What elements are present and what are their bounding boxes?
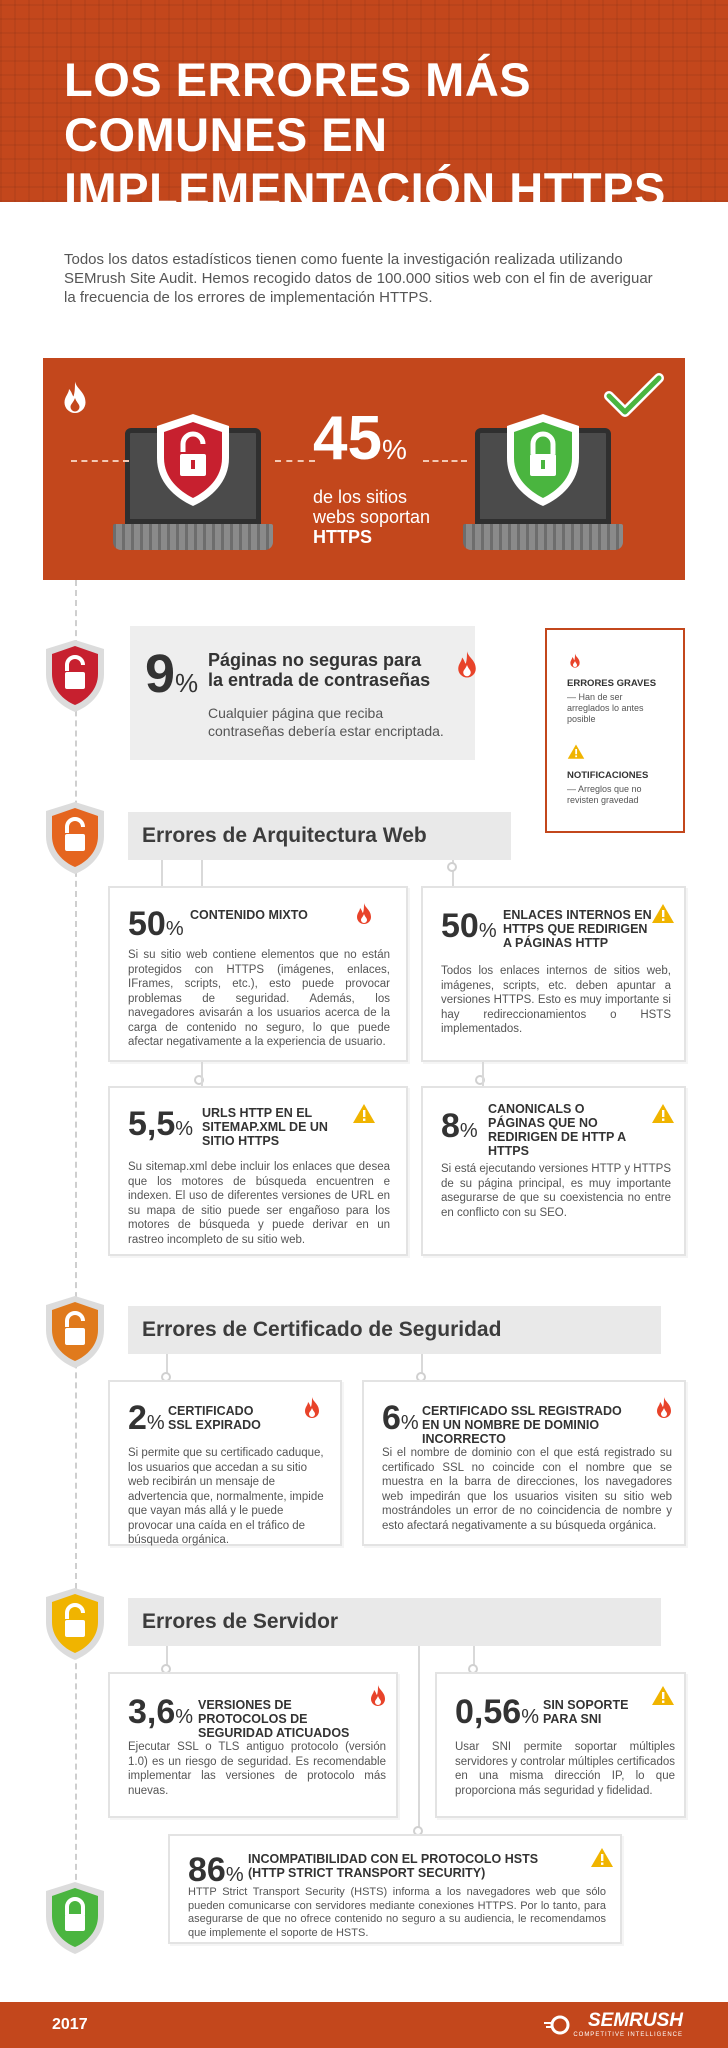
warning-icon — [590, 1846, 614, 1870]
card-protocols — [108, 1672, 398, 1818]
expired-title: CERTIFICADO SSL EXPIRADO — [168, 1404, 261, 1432]
legend-severe-desc: — Han de ser arreglados lo antes posible — [567, 692, 644, 724]
flame-icon — [352, 902, 376, 926]
card-ssl-wrong-domain — [362, 1380, 686, 1546]
yellow-shield-icon — [43, 1586, 107, 1662]
passwords-percent: % — [175, 668, 199, 698]
connector — [418, 1646, 420, 1834]
red-shield-icon — [43, 638, 107, 714]
unlocked-shield-icon — [153, 412, 233, 508]
connector-dot — [447, 862, 457, 872]
expired-percent: % — [146, 1412, 165, 1434]
legend-box — [545, 628, 685, 833]
connector — [482, 1062, 484, 1086]
warning-icon — [651, 902, 675, 926]
flame-icon — [57, 376, 93, 420]
mixed-percent: % — [165, 918, 184, 940]
flame-icon — [300, 1396, 324, 1420]
hsts-desc: HTTP Strict Transport Security (HSTS) informa a los navegadores web que sólo pueden comunicarse con servidores mediante conexiones HTTPS. Por lo tanto, para asegurarse de que no ofrece contenido no seguro a su audiencia, le recomendamos que implemente el soporte de HSTS. — [188, 1886, 606, 1939]
legend-notice-desc: — Arreglos que no revisten gravedad — [567, 784, 642, 805]
passwords-title: Páginas no seguras para la entrada de contraseñas — [208, 650, 431, 690]
sni-title: SIN SOPORTE PARA SNI — [543, 1698, 629, 1726]
wrongdomain-percent: % — [400, 1412, 419, 1434]
checkmark-icon — [603, 370, 665, 420]
footer-brand: SEMRUSH — [587, 2010, 683, 2031]
legend-severe-title: ERRORES GRAVES — [567, 678, 657, 689]
mixed-title: CONTENIDO MIXTO — [190, 908, 308, 922]
wrongdomain-number: 6 — [382, 1399, 401, 1437]
footer-year: 2017 — [52, 2016, 88, 2033]
passwords-box — [130, 626, 475, 760]
card-ssl-expired — [108, 1380, 342, 1546]
canonical-number: 8 — [441, 1107, 460, 1145]
expired-number: 2 — [128, 1399, 147, 1437]
warning-icon — [651, 1102, 675, 1126]
amber-shield-icon — [43, 1294, 107, 1370]
hero-connector-mid — [275, 460, 315, 462]
hero-stat — [313, 404, 473, 547]
mixed-number: 50 — [128, 905, 166, 943]
sitemap-percent: % — [175, 1118, 194, 1140]
flame-icon — [366, 1684, 390, 1708]
sni-number: 0,56 — [455, 1693, 522, 1731]
protocols-number: 3,6 — [128, 1693, 176, 1731]
warning-icon — [651, 1684, 675, 1708]
internal-title: ENLACES INTERNOS EN HTTPS QUE REDIRIGEN A PÁGINAS HTTP — [503, 908, 652, 950]
hero-number: 45 — [313, 404, 382, 473]
wrongdomain-desc: Si el nombre de dominio con el que está registrado su certificado SSL no coincide con el nombre que se muestra en la barra de direcciones, los navegadores web impedirán que los usuarios visiten su sitio web mostrándoles un error de no coincidencia de nombre y esto afectará negativamente a su búsqueda orgánica. — [382, 1447, 672, 1532]
insecure-laptop — [113, 428, 273, 553]
hero-line-3: HTTPS — [313, 527, 373, 547]
protocols-title: VERSIONES DE PROTOCOLOS DE SEGURIDAD ATICUADOS — [198, 1698, 350, 1740]
sitemap-number: 5,5 — [128, 1105, 176, 1143]
expired-desc: Si permite que su certificado caduque, los usuarios que accedan a su sitio web recibirán un mensaje de advertencia que, normalmente, impide que vayan más allá y le puede provocar una caída en el tráfico de búsqueda orgánica. — [128, 1447, 324, 1546]
card-sni — [435, 1672, 686, 1818]
flame-icon — [567, 652, 583, 670]
warning-icon — [352, 1102, 376, 1126]
footer-bar — [0, 2002, 728, 2048]
section-server: Errores de Servidor — [128, 1598, 661, 1646]
hsts-title: INCOMPATIBILIDAD CON EL PROTOCOLO HSTS (HTTP STRICT TRANSPORT SECURITY) — [248, 1852, 539, 1880]
legend-notice-title: NOTIFICACIONES — [567, 770, 649, 781]
hero-line-2: webs soportan — [313, 507, 431, 527]
sitemap-desc: Su sitemap.xml debe incluir los enlaces que desea que los motores de búsqueda encuentren e indexen. El uso de diferentes versiones de URL en su mapa de sitio puede ser engañoso para los motores de búsqueda y puede derivar en un rastreo incompleto de su sitio web. — [128, 1161, 390, 1246]
hero-line-1: de los sitios — [313, 487, 408, 507]
passwords-desc: Cualquier página que reciba contraseñas debería estar encriptada. — [208, 705, 444, 739]
locked-shield-icon — [503, 412, 583, 508]
card-internal-links — [421, 886, 686, 1062]
protocols-percent: % — [175, 1706, 194, 1728]
timeline-line — [75, 580, 77, 1910]
internal-number: 50 — [441, 907, 479, 945]
hero-band — [43, 358, 685, 580]
card-mixed-content — [108, 886, 408, 1062]
semrush-logo-icon — [544, 2014, 570, 2036]
footer-tagline: COMPETITIVE INTELLIGENCE — [573, 2032, 683, 2038]
mixed-desc: Si su sitio web contiene elementos que no están protegidos con HTTPS (imágenes, enlaces, IFrames, scripts, etc.), esto puede provocar problemas de seguridad. Además, los navegadores avisarán a los usuarios acerca de la carga de contenido no seguro, lo que puede afectar negativamente a la experiencia de usuario. — [128, 949, 390, 1048]
flame-icon — [652, 1396, 676, 1420]
wrongdomain-title: CERTIFICADO SSL REGISTRADO EN UN NOMBRE DE DOMINIO INCORRECTO — [422, 1404, 622, 1446]
sni-percent: % — [521, 1706, 539, 1728]
intro-paragraph: Todos los datos estadísticos tienen como fuente la investigación realizada utilizando SEMrush Site Audit. Hemos recogido datos de 100.000 sitios web con el fin de averiguar la frecuencia de los errores de implementación HTTPS. — [64, 251, 653, 306]
green-shield-icon — [43, 1880, 107, 1956]
warning-icon — [567, 743, 585, 761]
secure-laptop — [463, 428, 623, 553]
hero-connector-left — [71, 460, 129, 462]
internal-percent: % — [478, 920, 497, 942]
connector — [201, 1062, 203, 1086]
canonical-percent: % — [459, 1120, 478, 1142]
hsts-number: 86 — [188, 1851, 226, 1889]
canonical-title: CANONICALS O PÁGINAS QUE NO REDIRIGEN DE HTTP A HTTPS — [488, 1102, 626, 1158]
sitemap-title: URLS HTTP EN EL SITEMAP.XML DE UN SITIO HTTPS — [202, 1106, 328, 1148]
protocols-desc: Ejecutar SSL o TLS antiguo protocolo (versión 1.0) es un riesgo de seguridad. Es recomendable implementar las versiones de protocolo más nuevas. — [128, 1741, 386, 1797]
flame-icon — [452, 648, 482, 682]
sni-desc: Usar SNI permite soportar múltiples servidores y controlar múltiples certificados en una misma dirección IP, lo que proporciona más seguridad y fidelidad. — [455, 1741, 675, 1797]
canonical-desc: Si está ejecutando versiones HTTP y HTTPS de su página principal, es muy importante asegurarse de que su coexistencia no entre en conflicto con su SEO. — [441, 1163, 671, 1219]
section-certificate: Errores de Certificado de Seguridad — [128, 1306, 661, 1354]
section-architecture: Errores de Arquitectura Web — [128, 812, 511, 860]
card-hsts — [168, 1834, 622, 1944]
page-title: LOS ERRORES MÁS COMUNES EN IMPLEMENTACIÓN HTTPS — [64, 53, 666, 216]
passwords-number: 9 — [145, 644, 176, 704]
card-canonicals — [421, 1086, 686, 1256]
hero-percent: % — [381, 434, 407, 465]
card-sitemap — [108, 1086, 408, 1256]
orange-shield-icon — [43, 800, 107, 876]
internal-desc: Todos los enlaces internos de sitios web, imágenes, scripts, etc. deben apuntar a versiones HTTPS. Esto es muy importante si hay redireccionamientos o HSTS implementados. — [441, 965, 671, 1035]
header-banner — [0, 0, 728, 216]
hsts-percent: % — [225, 1864, 244, 1886]
